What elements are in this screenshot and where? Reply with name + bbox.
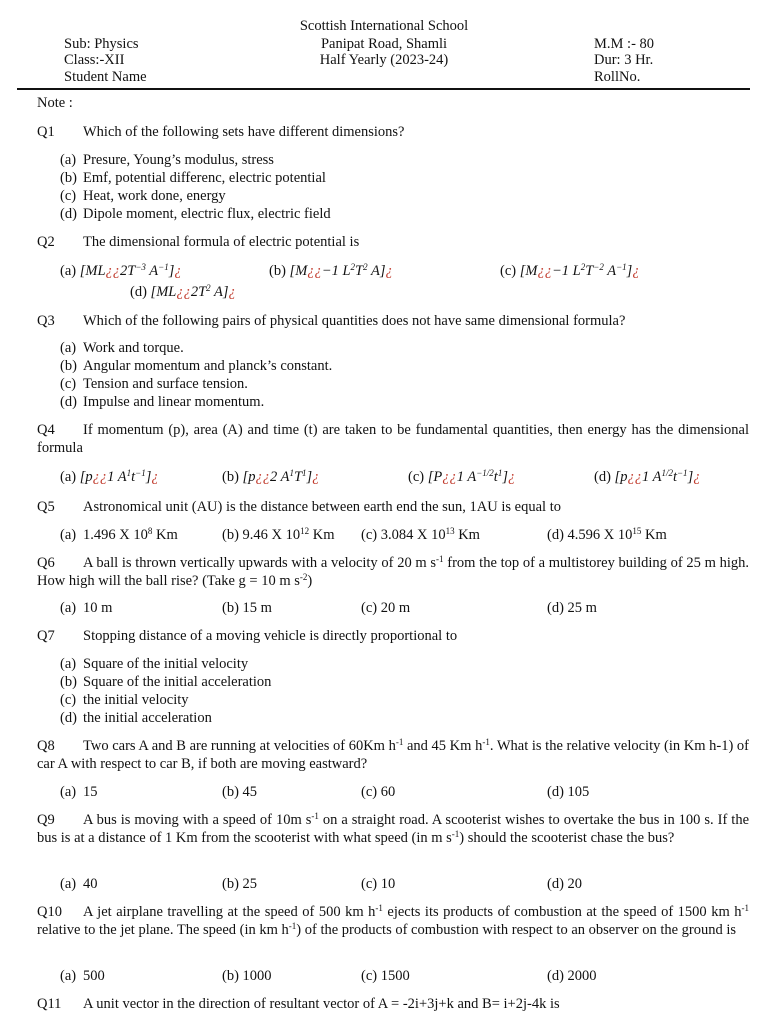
q2-option-a: (a) [$ML¿¿2T^{-3}$ $A^{-1}]¿$	[60, 262, 182, 279]
question-8	[37, 737, 749, 773]
formula-image: [$ML¿¿2T^2$ A]¿	[150, 283, 236, 300]
option: (d) Impulse and linear momentum.	[60, 394, 265, 410]
q8-option-d: (d) 105	[547, 784, 590, 800]
duration: Dur: 3 Hr.	[594, 52, 654, 68]
note-label: Note :	[37, 95, 73, 111]
question-text: A jet airplane travelling at the speed of 500 km $h^{-1}$ ejects its products of combustion at the speed of 1500 km $h^{-1}$ relative to the jet plane. The speed (in km $h^{-1}$) of the products of combustion with respect to an observer on the ground is	[37, 903, 749, 938]
school-address: Panipat Road, Shamli	[320, 36, 448, 52]
question-text: A unit vector in the direction of resultant vector of A = -2i+3j+k and B= i+2j-4k is	[83, 996, 560, 1012]
question-text: If momentum (p), area (A) and time (t) are taken to be fundamental quantities, then energy has the dimensional formula	[37, 422, 749, 456]
question-10	[37, 903, 749, 939]
q10-option-d: (d) 2000	[547, 968, 597, 984]
question-number: Q3	[37, 313, 55, 329]
option: (a) Work and torque.	[60, 340, 184, 356]
max-marks: M.M :- 80	[594, 36, 655, 52]
q1-options	[60, 151, 331, 223]
q9-option-a: (a) 40	[60, 876, 98, 892]
question-number: Q5	[37, 499, 55, 515]
q9-option-b: (b) 25	[222, 876, 258, 892]
question-number: Q9	[37, 812, 55, 828]
q9-option-c: (c) 10	[361, 876, 396, 892]
option: (b) Emf, potential differenc, electric potential	[60, 170, 326, 186]
question-11	[37, 995, 749, 1013]
q10-option-c: (c) 1500	[361, 968, 410, 984]
q5-option-c: (c) 3.084 X $10^{13}$ Km	[361, 526, 480, 543]
q2-option-c: (c) [M¿¿−1 $L^2T^{-2}$ $A^{-1}]¿$	[500, 262, 640, 279]
question-text: Stopping distance of a moving vehicle is directly proportional to	[83, 628, 458, 644]
q8-option-c: (c) 60	[361, 784, 396, 800]
option: (d) Dipole moment, electric flux, electric field	[60, 206, 331, 222]
question-1	[37, 123, 749, 141]
formula-image: [$ML¿¿2T^{-3}$ $A^{-1}]¿$	[79, 262, 182, 279]
formula-image: [P¿¿1 $A^{-1/2}t^1]¿$	[427, 468, 516, 485]
option: (c) the initial velocity	[60, 692, 189, 708]
q4-option-a: (a) [p¿¿1 $A^1t^{-1}]¿$	[60, 468, 159, 485]
question-text: Two cars A and B are running at velocities of 60Km $h^{-1}$ and 45 Km $h^{-1}$. What is the relative velocity (in Km h-1) of car A with respect to car B, if both are moving eastward?	[37, 737, 749, 772]
question-7	[37, 627, 749, 645]
option: (b) Square of the initial acceleration	[60, 674, 272, 690]
formula-image: [M¿¿−1 $L^2T^2$ A]¿	[289, 262, 393, 279]
q4-option-d: (d) [p¿¿1 $A^{1/2}t^{-1}]¿$	[594, 468, 701, 485]
question-number: Q7	[37, 628, 55, 644]
question-number: Q11	[37, 996, 62, 1012]
question-number: Q6	[37, 555, 55, 571]
question-number: Q2	[37, 234, 55, 250]
q5-option-b: (b) 9.46 X $10^{12}$ Km	[222, 526, 335, 543]
question-number: Q8	[37, 738, 55, 754]
formula-image: [p¿¿1 $A^{1/2}t^{-1}]¿$	[614, 468, 701, 485]
formula-image: [p¿¿2 $A^1T^1]¿$	[242, 468, 320, 485]
question-3	[37, 312, 749, 330]
q10-option-b: (b) 1000	[222, 968, 272, 984]
question-text: The dimensional formula of electric potential is	[83, 234, 360, 250]
question-9	[37, 811, 749, 847]
q6-option-c: (c) 20 m	[361, 600, 411, 616]
question-text: A bus is moving with a speed of 10m $s^{-1}$ on a straight road. A scooterist wishes to overtake the bus in 100 s. If the bus is at a distance of 1 Km from the scooterist with what speed (in m $s^{-1}$) should the scooterist chase the bus?	[37, 811, 750, 846]
formula-image: [M¿¿−1 $L^2T^{-2}$ $A^{-1}]¿$	[519, 262, 640, 279]
question-4	[37, 421, 749, 457]
subject: Sub: Physics	[64, 36, 139, 52]
option: (c) Heat, work done, energy	[60, 188, 226, 204]
q10-option-a: (a) 500	[60, 968, 105, 984]
student-name-label: Student Name	[64, 69, 147, 85]
class: Class:-XII	[64, 52, 125, 68]
q6-option-d: (d) 25 m	[547, 600, 597, 616]
question-text: Which of the following sets have different dimensions?	[83, 124, 405, 140]
question-2	[37, 233, 749, 251]
school-name: Scottish International School	[299, 18, 469, 34]
roll-no-label: RollNo.	[594, 69, 641, 85]
q2-option-d: (d) [$ML¿¿2T^2$ A]¿	[130, 283, 236, 300]
q9-option-d: (d) 20	[547, 876, 583, 892]
question-number: Q10	[37, 904, 62, 920]
q2-option-b: (b) [M¿¿−1 $L^2T^2$ A]¿	[269, 262, 393, 279]
q6-option-a: (a) 10 m	[60, 600, 113, 616]
question-6	[37, 554, 749, 590]
q5-option-d: (d) 4.596 X $10^{15}$ Km	[547, 526, 667, 543]
option: (a) Square of the initial velocity	[60, 656, 249, 672]
question-text: Astronomical unit (AU) is the distance between earth end the sun, 1AU is equal to	[83, 499, 561, 515]
question-number: Q1	[37, 124, 55, 140]
q4-option-b: (b) [p¿¿2 $A^1T^1]¿$	[222, 468, 320, 485]
q8-option-a: (a) 15	[60, 784, 98, 800]
formula-image: [p¿¿1 $A^1t^{-1}]¿$	[79, 468, 159, 485]
option: (a) Presure, Young’s modulus, stress	[60, 152, 274, 168]
exam-title: Half Yearly (2023-24)	[319, 52, 449, 68]
q6-option-b: (b) 15 m	[222, 600, 272, 616]
question-number: Q4	[37, 422, 55, 438]
question-text: A ball is thrown vertically upwards with a velocity of 20 m $s^{-1}$ from the top of a multistorey building of 25 m high. How high will the ball rise? (Take g = 10 m $s^{-2}$)	[37, 554, 749, 589]
option: (c) Tension and surface tension.	[60, 376, 248, 392]
header-divider	[17, 88, 750, 90]
option: (d) the initial acceleration	[60, 710, 212, 726]
q3-options	[60, 339, 332, 411]
q8-option-b: (b) 45	[222, 784, 258, 800]
option: (b) Angular momentum and planck’s constant.	[60, 358, 333, 374]
q4-option-c: (c) [P¿¿1 $A^{-1/2}t^1]¿$	[408, 468, 516, 485]
question-5	[37, 498, 749, 516]
q7-options	[60, 655, 271, 727]
q5-option-a: (a) 1.496 X $10^8$ Km	[60, 526, 178, 543]
question-text: Which of the following pairs of physical quantities does not have same dimensional formula?	[83, 313, 626, 329]
